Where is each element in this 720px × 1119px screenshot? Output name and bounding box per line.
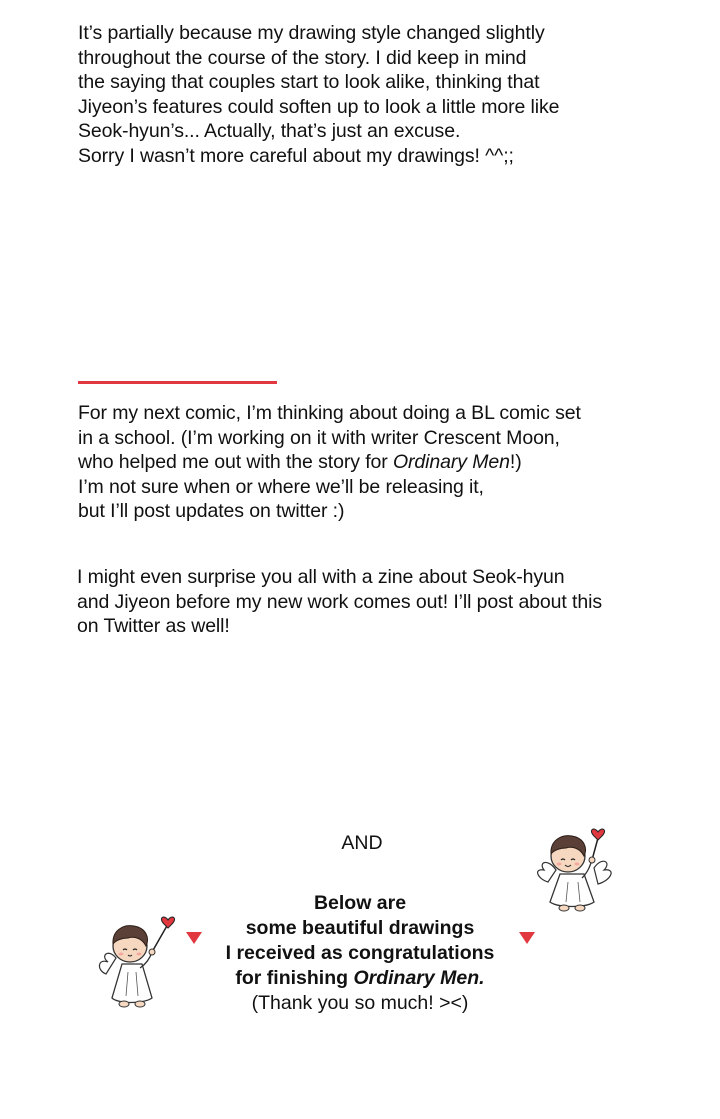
closing-line: Below are <box>313 892 407 914</box>
comic-title: Ordinary Men. <box>353 967 485 989</box>
text-line <box>78 450 581 475</box>
text-line: I might even surprise you all with a zine about Seok-hyun <box>77 566 565 588</box>
text-line: on Twitter as well! <box>77 615 230 637</box>
section-divider <box>78 381 277 384</box>
heart-arrow-icon <box>519 932 535 944</box>
closing-line: I received as congratulations <box>225 942 495 964</box>
paragraph-zine <box>77 565 602 639</box>
text-line: the saying that couples start to look alike, thinking that <box>78 71 540 93</box>
text-line: I’m not sure when or where we’ll be releasing it, <box>78 475 484 498</box>
text-line: throughout the course of the story. I did keep in mind <box>78 46 527 69</box>
text-line: and Jiyeon before my new work comes out! I’ll post about this <box>77 590 602 613</box>
text-line: It’s partially because my drawing style changed slightly <box>78 22 545 44</box>
cupid-chibi-icon <box>94 912 186 1012</box>
text-line: Jiyeon’s features could soften up to look a little more like <box>78 95 560 118</box>
text-line: Seok-hyun’s... Actually, that’s just an excuse. <box>78 120 461 142</box>
closing-line: some beautiful drawings <box>245 917 475 939</box>
text-fragment: who helped me out with the story for <box>78 451 393 473</box>
text-line: but I’ll post updates on twitter :) <box>78 500 345 522</box>
text-fragment: for finishing <box>235 967 354 989</box>
paragraph-drawing-style <box>78 21 559 168</box>
heart-arrow-icon <box>186 932 202 944</box>
and-label: AND <box>341 832 383 854</box>
text-line: For my next comic, I’m thinking about doing a BL comic set <box>78 402 581 424</box>
cupid-chibi-icon <box>532 826 622 914</box>
paragraph-next-comic <box>78 401 581 524</box>
text-line: Sorry I wasn’t more careful about my drawings! ^^;; <box>78 144 514 167</box>
comic-title: Ordinary Men <box>392 451 510 473</box>
text-line: in a school. (I’m working on it with writer Crescent Moon, <box>78 426 560 449</box>
closing-line: (Thank you so much! ><) <box>251 992 469 1014</box>
text-fragment: !) <box>509 451 522 473</box>
